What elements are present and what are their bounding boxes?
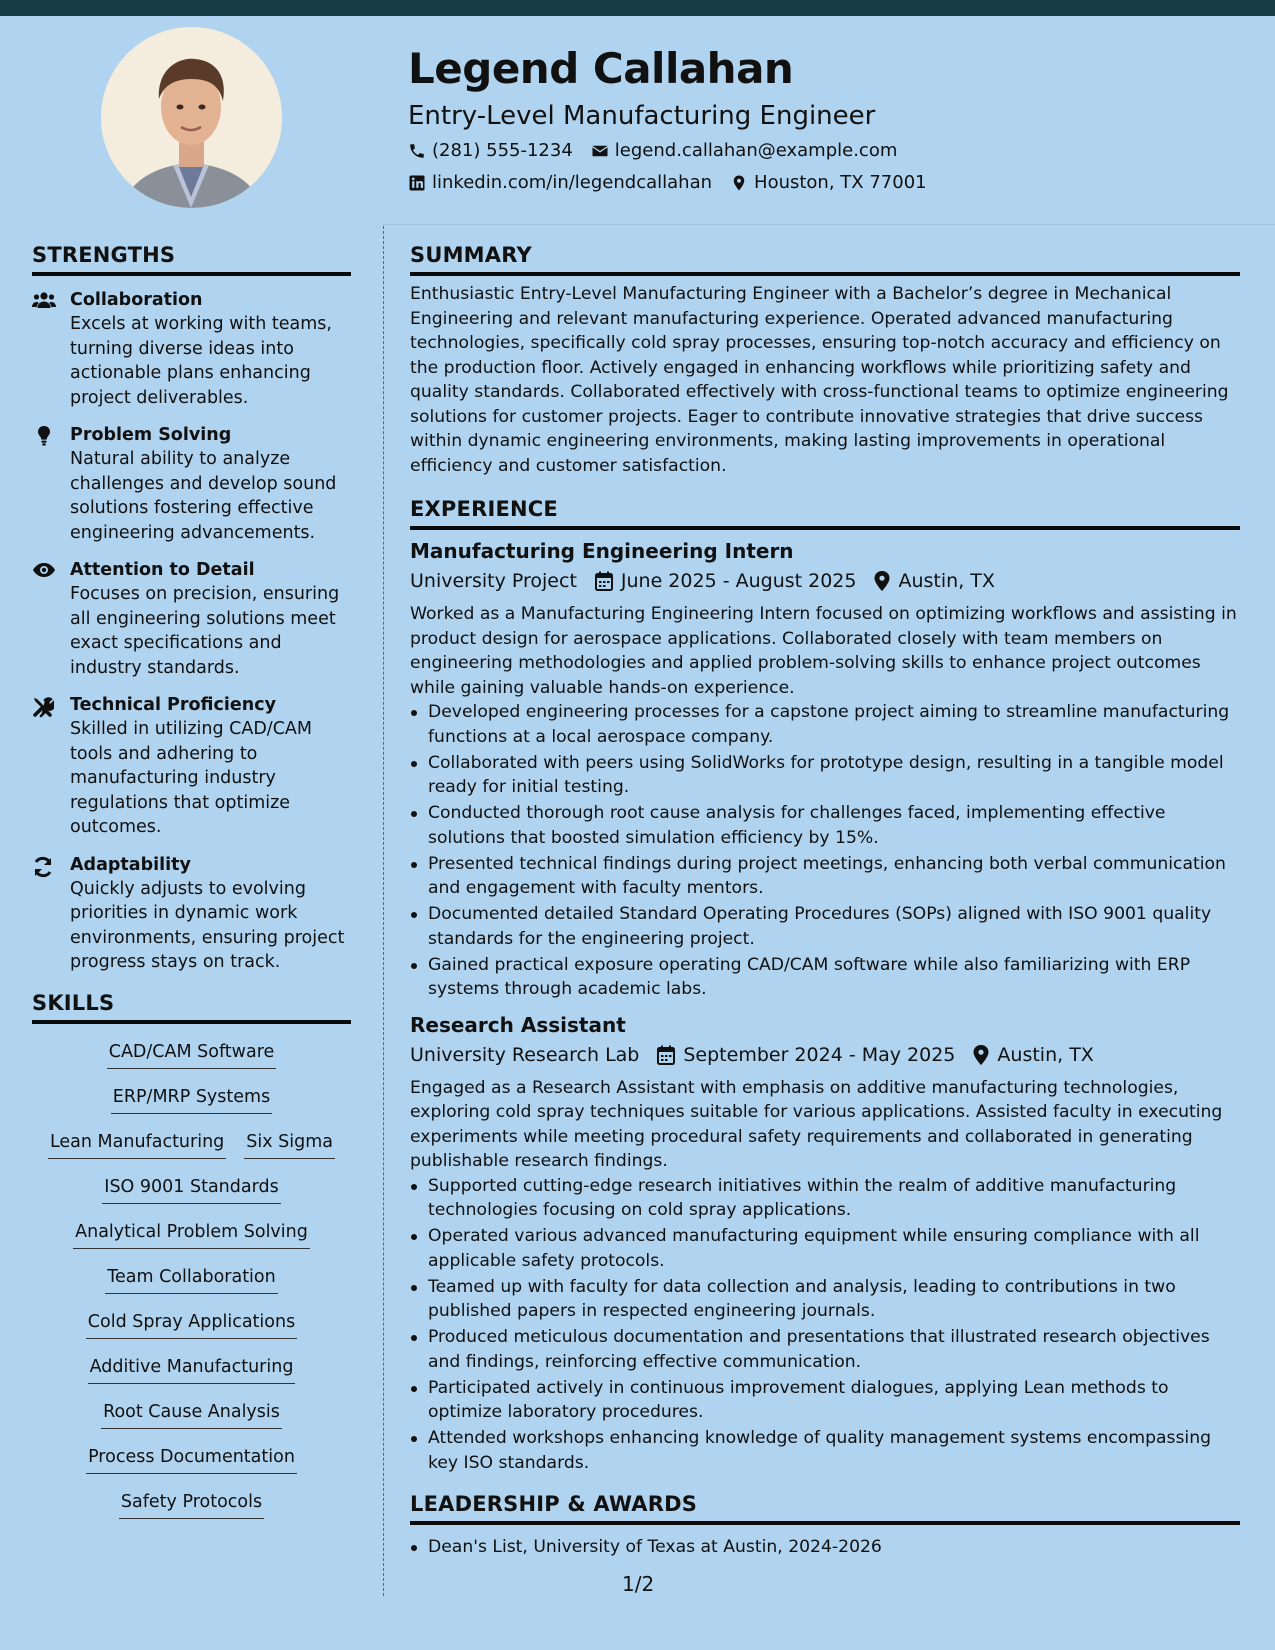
users-icon bbox=[32, 291, 56, 309]
strength-title: Technical Proficiency bbox=[70, 695, 276, 715]
job-description: Engaged as a Research Assistant with emphasis on additive manufacturing technologies, exploring cold spray techniques suitable for various applications. Assisted faculty in executing experiments while meeting procedural safety requirements and collaborated in generating publishable research findings. bbox=[410, 1077, 1223, 1171]
envelope-icon bbox=[591, 142, 609, 160]
strength-title: Attention to Detail bbox=[70, 560, 255, 580]
skill-tag: Process Documentation bbox=[86, 1445, 297, 1474]
bullet-item: Operated various advanced manufacturing equipment while ensuring compliance with all applicable safety protocols. bbox=[410, 1224, 1240, 1273]
strength-desc: Skilled in utilizing CAD/CAM tools and adhering to manufacturing industry regulations that optimize outcomes. bbox=[70, 719, 312, 837]
strength-desc: Focuses on precision, ensuring all engineering solutions meet exact specifications and industry standards. bbox=[70, 584, 340, 678]
linkedin-icon bbox=[408, 174, 426, 192]
strength-item bbox=[32, 288, 351, 410]
skills-list bbox=[32, 1040, 351, 1535]
job-entry bbox=[410, 536, 1240, 1002]
job-bullets bbox=[410, 700, 1240, 1002]
summary-heading: SUMMARY bbox=[410, 240, 1240, 276]
column-divider bbox=[383, 226, 384, 1596]
strength-item bbox=[32, 693, 351, 840]
job-meta bbox=[410, 1040, 1240, 1070]
contact-row-1 bbox=[408, 136, 1228, 166]
resume-header bbox=[408, 40, 1228, 198]
bullet-item: Gained practical exposure operating CAD/CAM software while also familiarizing with ERP systems through academic labs. bbox=[410, 953, 1240, 1002]
strength-item bbox=[32, 853, 351, 975]
job-org: University Research Lab bbox=[410, 1043, 640, 1066]
location-text: Houston, TX 77001 bbox=[754, 172, 927, 193]
contact-row-2 bbox=[408, 168, 1228, 198]
bullet-item: Supported cutting-edge research initiatives within the realm of additive manufacturing technologies focusing on cold spray applications. bbox=[410, 1174, 1240, 1223]
eye-icon bbox=[32, 561, 56, 579]
top-bar bbox=[0, 0, 1275, 16]
strengths-list bbox=[32, 288, 351, 975]
skill-tag: ERP/MRP Systems bbox=[111, 1085, 272, 1114]
job-location: Austin, TX bbox=[898, 570, 995, 592]
summary-text: Enthusiastic Entry-Level Manufacturing Engineer with a Bachelor’s degree in Mechanical Engineering and relevant manufacturing experience. Operated advanced manufacturing technologies, specifically cold spray processes, ensuring top-notch accuracy and efficiency on the production floor. Actively engaged in enhancing workflows while prioritizing safety and quality standards. Collaborated effectively with cross-functional teams to optimize engineering solutions for customer projects. Eager to contribute innovative strategies that drive success within dynamic engineering environments, making lasting improvements in operational efficiency and customer satisfaction. bbox=[410, 284, 1229, 476]
phone-text: (281) 555-1234 bbox=[432, 140, 573, 161]
calendar-icon bbox=[657, 1045, 675, 1065]
skill-tag: ISO 9001 Standards bbox=[102, 1175, 280, 1204]
leadership-list bbox=[410, 1535, 1240, 1560]
bullet-item: Documented detailed Standard Operating Procedures (SOPs) aligned with ISO 9001 quality standards for the engineering project. bbox=[410, 902, 1240, 951]
candidate-title: Entry-Level Manufacturing Engineer bbox=[408, 101, 876, 131]
skill-tag: Six Sigma bbox=[244, 1130, 335, 1159]
page-number: 1/2 bbox=[622, 1572, 655, 1596]
job-dates: June 2025 - August 2025 bbox=[620, 570, 857, 592]
bullet-item: Teamed up with faculty for data collection and analysis, leading to contributions in two published papers in respected engineering journals. bbox=[410, 1275, 1240, 1324]
job-description: Worked as a Manufacturing Engineering Intern focused on optimizing workflows and assisting in product design for aerospace applications. Collaborated closely with team members on engineering methodologies and applied problem-solving skills to enhance project outcomes while gaining valuable hands-on experience. bbox=[410, 604, 1237, 698]
job-title: Manufacturing Engineering Intern bbox=[410, 539, 794, 563]
main-column bbox=[410, 240, 1240, 1561]
job-location: Austin, TX bbox=[997, 1043, 1094, 1066]
sidebar bbox=[32, 240, 351, 1535]
award-item: Dean's List, University of Texas at Austin, 2024-2026 bbox=[410, 1535, 1240, 1560]
map-pin-icon bbox=[874, 571, 890, 591]
skill-tag: Lean Manufacturing bbox=[48, 1130, 226, 1159]
job-dates: September 2024 - May 2025 bbox=[683, 1043, 956, 1066]
skill-tag: CAD/CAM Software bbox=[107, 1040, 277, 1069]
phone-contact[interactable] bbox=[408, 136, 573, 166]
bullet-item: Attended workshops enhancing knowledge of quality management systems encompassing key ISO standards. bbox=[410, 1426, 1240, 1475]
calendar-icon bbox=[595, 571, 613, 591]
strength-desc: Quickly adjusts to evolving priorities in dynamic work environments, ensuring project progress stays on track. bbox=[70, 878, 345, 972]
map-pin-icon bbox=[973, 1045, 989, 1065]
location-contact bbox=[730, 168, 927, 198]
strength-desc: Excels at working with teams, turning diverse ideas into actionable plans enhancing project deliverables. bbox=[70, 314, 332, 408]
bullet-item: Developed engineering processes for a capstone project aiming to streamline manufacturing functions at a local aerospace company. bbox=[410, 700, 1240, 749]
linkedin-text: linkedin.com/in/legendcallahan bbox=[432, 172, 713, 193]
skill-tag: Analytical Problem Solving bbox=[73, 1220, 310, 1249]
strength-desc: Natural ability to analyze challenges and develop sound solutions fostering effective engineering advancements. bbox=[70, 449, 337, 543]
phone-icon bbox=[408, 142, 426, 160]
job-title: Research Assistant bbox=[410, 1012, 626, 1037]
linkedin-contact[interactable] bbox=[408, 168, 712, 198]
strength-item bbox=[32, 423, 351, 545]
strength-title: Adaptability bbox=[70, 854, 191, 875]
experience-heading: EXPERIENCE bbox=[410, 494, 1240, 530]
skill-tag: Team Collaboration bbox=[105, 1265, 277, 1294]
bullet-item: Collaborated with peers using SolidWorks for prototype design, resulting in a tangible model ready for initial testing. bbox=[410, 751, 1240, 800]
bullet-item: Conducted thorough root cause analysis for challenges faced, implementing effective solutions that boosted simulation efficiency by 15%. bbox=[410, 801, 1240, 850]
lightbulb-icon bbox=[32, 426, 56, 446]
bullet-item: Presented technical findings during project meetings, enhancing both verbal communication and engagement with faculty mentors. bbox=[410, 852, 1240, 901]
tools-icon bbox=[32, 696, 54, 718]
job-org: University Project bbox=[410, 570, 577, 592]
email-contact[interactable] bbox=[591, 136, 898, 166]
bullet-item: Produced meticulous documentation and presentations that illustrated research objectives and findings, reinforcing effective communication. bbox=[410, 1325, 1240, 1374]
skill-tag: Safety Protocols bbox=[119, 1490, 264, 1519]
profile-photo bbox=[101, 27, 282, 208]
strength-item bbox=[32, 558, 351, 680]
job-meta bbox=[410, 566, 1240, 596]
job-entry bbox=[410, 1010, 1240, 1476]
skill-tag: Additive Manufacturing bbox=[88, 1355, 296, 1384]
bullet-item: Participated actively in continuous improvement dialogues, applying Lean methods to optimize laboratory procedures. bbox=[410, 1376, 1240, 1425]
email-text: legend.callahan@example.com bbox=[614, 140, 898, 161]
skill-tag: Root Cause Analysis bbox=[101, 1400, 282, 1429]
candidate-name: Legend Callahan bbox=[408, 44, 794, 93]
map-pin-icon bbox=[730, 174, 748, 192]
job-bullets bbox=[410, 1174, 1240, 1476]
header-divider bbox=[382, 224, 1275, 225]
strengths-heading: STRENGTHS bbox=[32, 240, 351, 276]
strength-title: Problem Solving bbox=[70, 425, 232, 445]
sync-icon bbox=[32, 856, 54, 878]
skills-heading: SKILLS bbox=[32, 988, 351, 1024]
skill-tag: Cold Spray Applications bbox=[86, 1310, 297, 1339]
leadership-heading: LEADERSHIP & AWARDS bbox=[410, 1489, 1240, 1525]
strength-title: Collaboration bbox=[70, 290, 203, 310]
